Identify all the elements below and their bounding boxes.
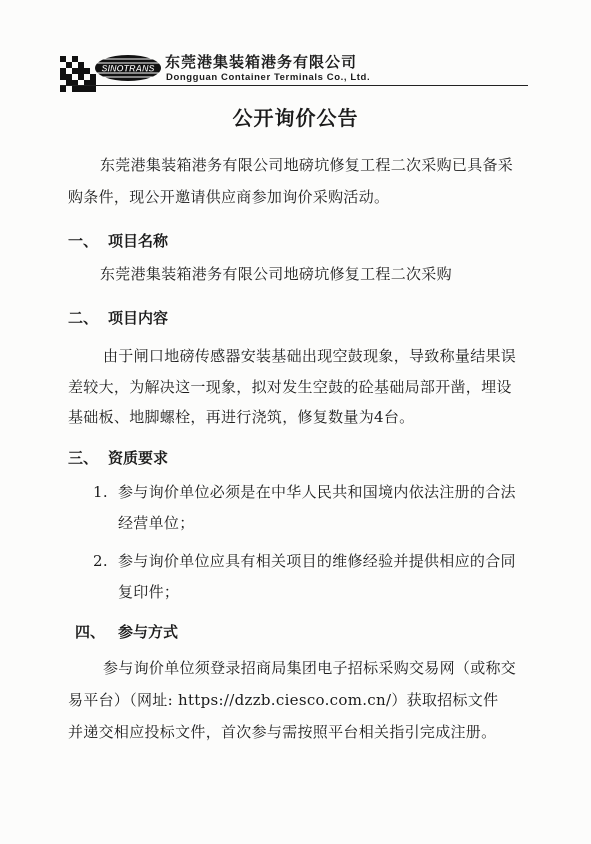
checker-pattern-icon <box>60 56 96 92</box>
intro-line: 购条件，现公开邀请供应商参加询价采购活动。 <box>68 188 390 206</box>
list-item-number: 1. <box>93 483 108 501</box>
list-item-line: 经营单位； <box>118 514 195 532</box>
logo-wordmark: SINOTRANS <box>101 63 155 74</box>
section-line: 易平台）（网址: https://dzzb.ciesco.com.cn/）获取招标文件 <box>68 691 499 709</box>
section-number: 四、 <box>75 623 106 641</box>
section-number: 二、 <box>68 309 99 327</box>
intro-line: 东莞港集装箱港务有限公司地磅坑修复工程二次采购已具备采 <box>100 156 514 174</box>
section-heading: 项目内容 <box>108 309 169 327</box>
document-title: 公开询价公告 <box>232 106 359 130</box>
section-line: 由于闸口地磅传感器安装基础出现空鼓现象，导致称量结果误 <box>103 347 517 365</box>
section-line: 东莞港集装箱港务有限公司地磅坑修复工程二次采购 <box>100 265 452 283</box>
company-logo <box>58 44 162 94</box>
list-item-line: 参与询价单位必须是在中华人民共和国境内依法注册的合法 <box>118 483 516 501</box>
section-line: 基础板、地脚螺栓，再进行浇筑，修复数量为4台。 <box>68 408 415 426</box>
section-heading: 资质要求 <box>108 449 169 467</box>
section-line: 差较大，为解决这一现象，拟对发生空鼓的砼基础局部开凿，埋设 <box>68 378 512 396</box>
list-item-line: 复印件； <box>118 583 180 601</box>
section-heading: 项目名称 <box>108 232 169 250</box>
section-line: 参与询价单位须登录招商局集团电子招标采购交易网（或称交 <box>103 659 517 677</box>
globe-oval-icon <box>95 55 161 81</box>
company-name-en: Dongguan Container Terminals Co., Ltd. <box>166 72 371 83</box>
list-item-number: 2. <box>93 552 108 570</box>
section-heading: 参与方式 <box>118 623 179 641</box>
section-line: 并递交相应投标文件，首次参与需按照平台相关指引完成注册。 <box>68 723 497 741</box>
section-number: 三、 <box>68 449 99 467</box>
company-name-cn: 东莞港集装箱港务有限公司 <box>165 53 358 71</box>
header-divider <box>60 85 528 86</box>
section-number: 一、 <box>68 232 99 250</box>
list-item-line: 参与询价单位应具有相关项目的维修经验并提供相应的合同 <box>118 552 516 570</box>
